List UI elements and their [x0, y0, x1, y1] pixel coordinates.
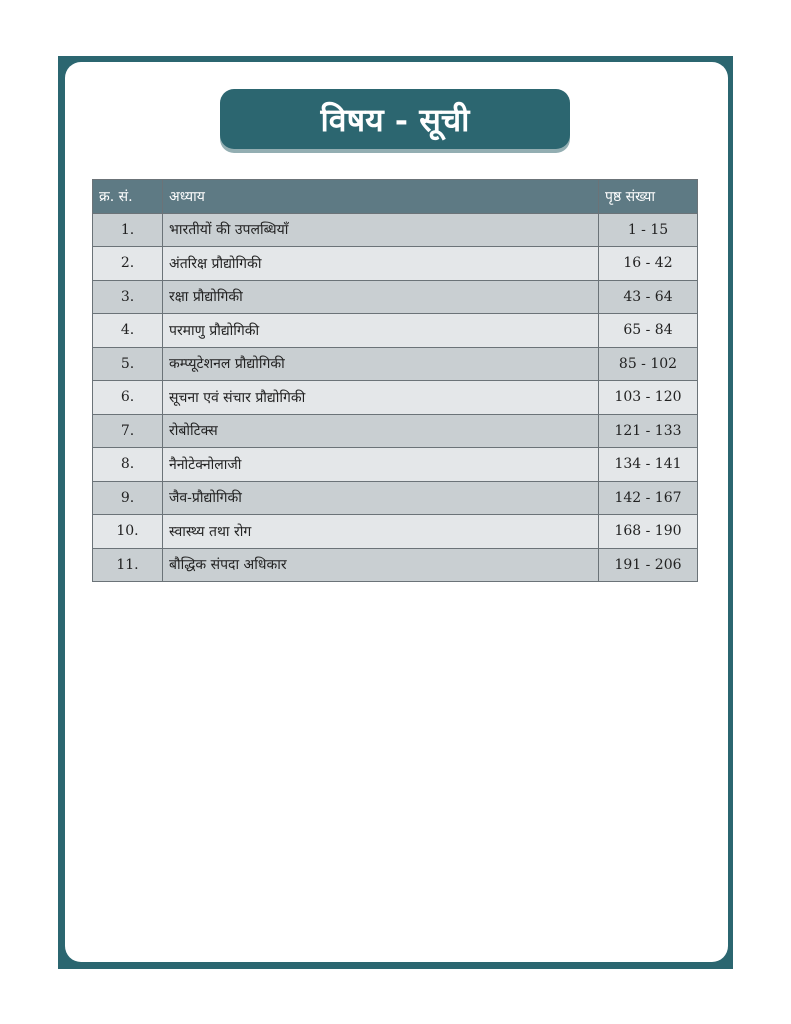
- row-chapter: रक्षा प्रौद्योगिकी: [163, 280, 599, 314]
- row-serial: 7.: [93, 414, 163, 448]
- row-chapter: सूचना एवं संचार प्रौद्योगिकी: [163, 381, 599, 415]
- table-row: [93, 314, 698, 348]
- row-chapter: भारतीयों की उपलब्धियाँ: [163, 213, 599, 247]
- table-row: [93, 247, 698, 281]
- table-row: [93, 213, 698, 247]
- contents-table: [92, 179, 698, 582]
- row-chapter: अंतरिक्ष प्रौद्योगिकी: [163, 247, 599, 281]
- page-title: विषय - सूची: [320, 100, 470, 139]
- table-row: [93, 280, 698, 314]
- row-pages: 1 - 15: [599, 213, 698, 247]
- row-chapter: स्वास्थ्य तथा रोग: [163, 515, 599, 549]
- header-serial: क्र. सं.: [93, 180, 163, 214]
- row-pages: 191 - 206: [599, 548, 698, 582]
- table-row: [93, 548, 698, 582]
- row-serial: 8.: [93, 448, 163, 482]
- table-row: [93, 347, 698, 381]
- row-pages: 134 - 141: [599, 448, 698, 482]
- header-pages: पृष्ठ संख्या: [599, 180, 698, 214]
- row-pages: 168 - 190: [599, 515, 698, 549]
- table-row: [93, 481, 698, 515]
- row-chapter: परमाणु प्रौद्योगिकी: [163, 314, 599, 348]
- row-pages: 85 - 102: [599, 347, 698, 381]
- row-chapter: जैव-प्रौद्योगिकी: [163, 481, 599, 515]
- title-banner: [220, 89, 570, 149]
- row-serial: 5.: [93, 347, 163, 381]
- row-serial: 10.: [93, 515, 163, 549]
- row-serial: 3.: [93, 280, 163, 314]
- row-pages: 142 - 167: [599, 481, 698, 515]
- table-header-row: [93, 180, 698, 214]
- table-row: [93, 448, 698, 482]
- table-row: [93, 515, 698, 549]
- row-pages: 65 - 84: [599, 314, 698, 348]
- row-chapter: कम्प्यूटेशनल प्रौद्योगिकी: [163, 347, 599, 381]
- row-chapter: रोबोटिक्स: [163, 414, 599, 448]
- table-row: [93, 381, 698, 415]
- row-serial: 6.: [93, 381, 163, 415]
- row-serial: 2.: [93, 247, 163, 281]
- row-pages: 103 - 120: [599, 381, 698, 415]
- row-serial: 4.: [93, 314, 163, 348]
- row-chapter: बौद्धिक संपदा अधिकार: [163, 548, 599, 582]
- row-pages: 16 - 42: [599, 247, 698, 281]
- row-serial: 11.: [93, 548, 163, 582]
- row-serial: 9.: [93, 481, 163, 515]
- table-row: [93, 414, 698, 448]
- row-pages: 43 - 64: [599, 280, 698, 314]
- row-pages: 121 - 133: [599, 414, 698, 448]
- header-chapter: अध्याय: [163, 180, 599, 214]
- row-chapter: नैनोटेक्नोलाजी: [163, 448, 599, 482]
- row-serial: 1.: [93, 213, 163, 247]
